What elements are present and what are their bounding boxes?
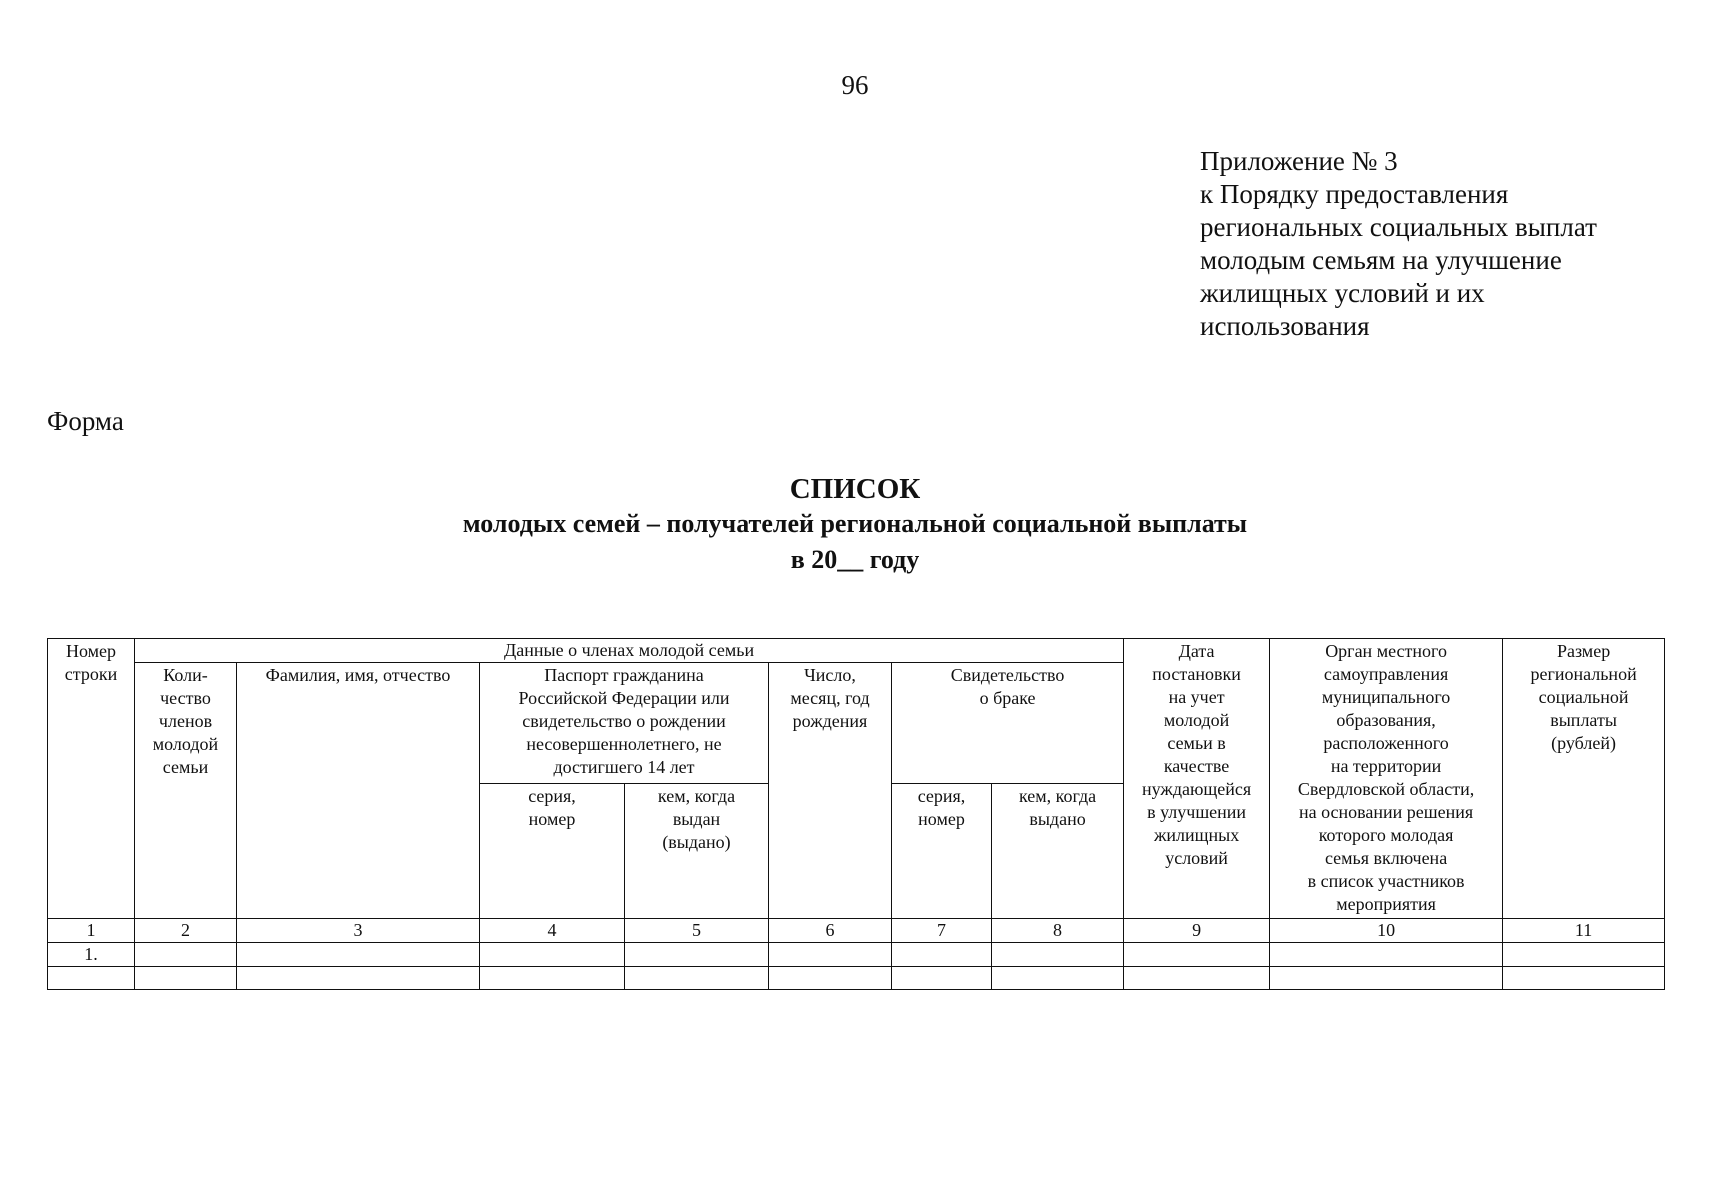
page-number: 96 [841, 70, 869, 100]
column-number: 4 [480, 919, 625, 943]
header-payment-amount: Размер региональной социальной выплаты (рублей) [1503, 639, 1665, 919]
table-cell [625, 943, 769, 967]
column-number: 5 [625, 919, 769, 943]
header-birth-date: Число, месяц, год рождения [769, 663, 892, 919]
column-number: 7 [892, 919, 992, 943]
table-cell [992, 967, 1124, 990]
table-cell [625, 967, 769, 990]
table-cell [480, 943, 625, 967]
appendix-line: жилищных условий и их [1200, 278, 1485, 308]
appendix-line: региональных социальных выплат [1200, 212, 1597, 242]
header-full-name: Фамилия, имя, отчество [237, 663, 480, 919]
form-label: Форма [47, 406, 124, 436]
families-table [47, 638, 1665, 990]
table-cell [135, 943, 237, 967]
header-registration-date: Дата постановки на учет молодой семьи в качестве нуждающейся в улучшении жилищных условий [1124, 639, 1270, 919]
table-cell [1503, 967, 1665, 990]
column-number: 3 [237, 919, 480, 943]
header-marriage-series: серия, номер [892, 784, 992, 919]
appendix-line: использования [1200, 311, 1370, 341]
column-number-row [48, 919, 1665, 943]
table-cell [237, 967, 480, 990]
table-cell: 1. [48, 943, 135, 967]
title-line: молодых семей – получателей региональной социальной выплаты [462, 509, 1248, 538]
table-row [48, 943, 1665, 967]
column-number: 2 [135, 919, 237, 943]
table-cell [1270, 967, 1503, 990]
header-row [48, 639, 1665, 663]
table-cell [1124, 967, 1270, 990]
column-number: 11 [1503, 919, 1665, 943]
header-passport-issued: кем, когда выдан (выдано) [625, 784, 769, 919]
header-family-data: Данные о членах молодой семьи [135, 639, 1124, 663]
title-main: СПИСОК [789, 473, 921, 505]
header-marriage-certificate: Свидетельство о браке [892, 663, 1124, 784]
table-cell [237, 943, 480, 967]
header-authority: Орган местного самоуправления муниципального образования, расположенного на территории Свердловской области, на основании решения которого молодая семья включена в список участников мероприятия [1270, 639, 1503, 919]
table-cell [892, 967, 992, 990]
header-member-count: Коли- чество членов молодой семьи [135, 663, 237, 919]
column-number: 6 [769, 919, 892, 943]
document-title [0, 472, 1710, 578]
table-cell [1503, 943, 1665, 967]
column-number: 9 [1124, 919, 1270, 943]
table-row [48, 967, 1665, 990]
appendix-line: молодым семьям на улучшение [1200, 245, 1562, 275]
column-number: 8 [992, 919, 1124, 943]
appendix-line: к Порядку предоставления [1200, 179, 1509, 209]
table-cell [135, 967, 237, 990]
table-cell [480, 967, 625, 990]
column-number: 1 [48, 919, 135, 943]
table-cell [1270, 943, 1503, 967]
header-passport-series: серия, номер [480, 784, 625, 919]
table-cell [1124, 943, 1270, 967]
table-cell [48, 967, 135, 990]
table-cell [769, 943, 892, 967]
appendix-note [1200, 145, 1680, 343]
appendix-line: Приложение № 3 [1200, 146, 1398, 176]
header-row-number: Номер строки [48, 639, 135, 919]
header-passport: Паспорт гражданина Российской Федерации или свидетельство о рождении несовершеннолетнего, не достигшего 14 лет [480, 663, 769, 784]
column-number: 10 [1270, 919, 1503, 943]
header-marriage-issued: кем, когда выдано [992, 784, 1124, 919]
table-cell [892, 943, 992, 967]
title-line: в 20__ году [790, 545, 920, 574]
table-cell [769, 967, 892, 990]
table-cell [992, 943, 1124, 967]
